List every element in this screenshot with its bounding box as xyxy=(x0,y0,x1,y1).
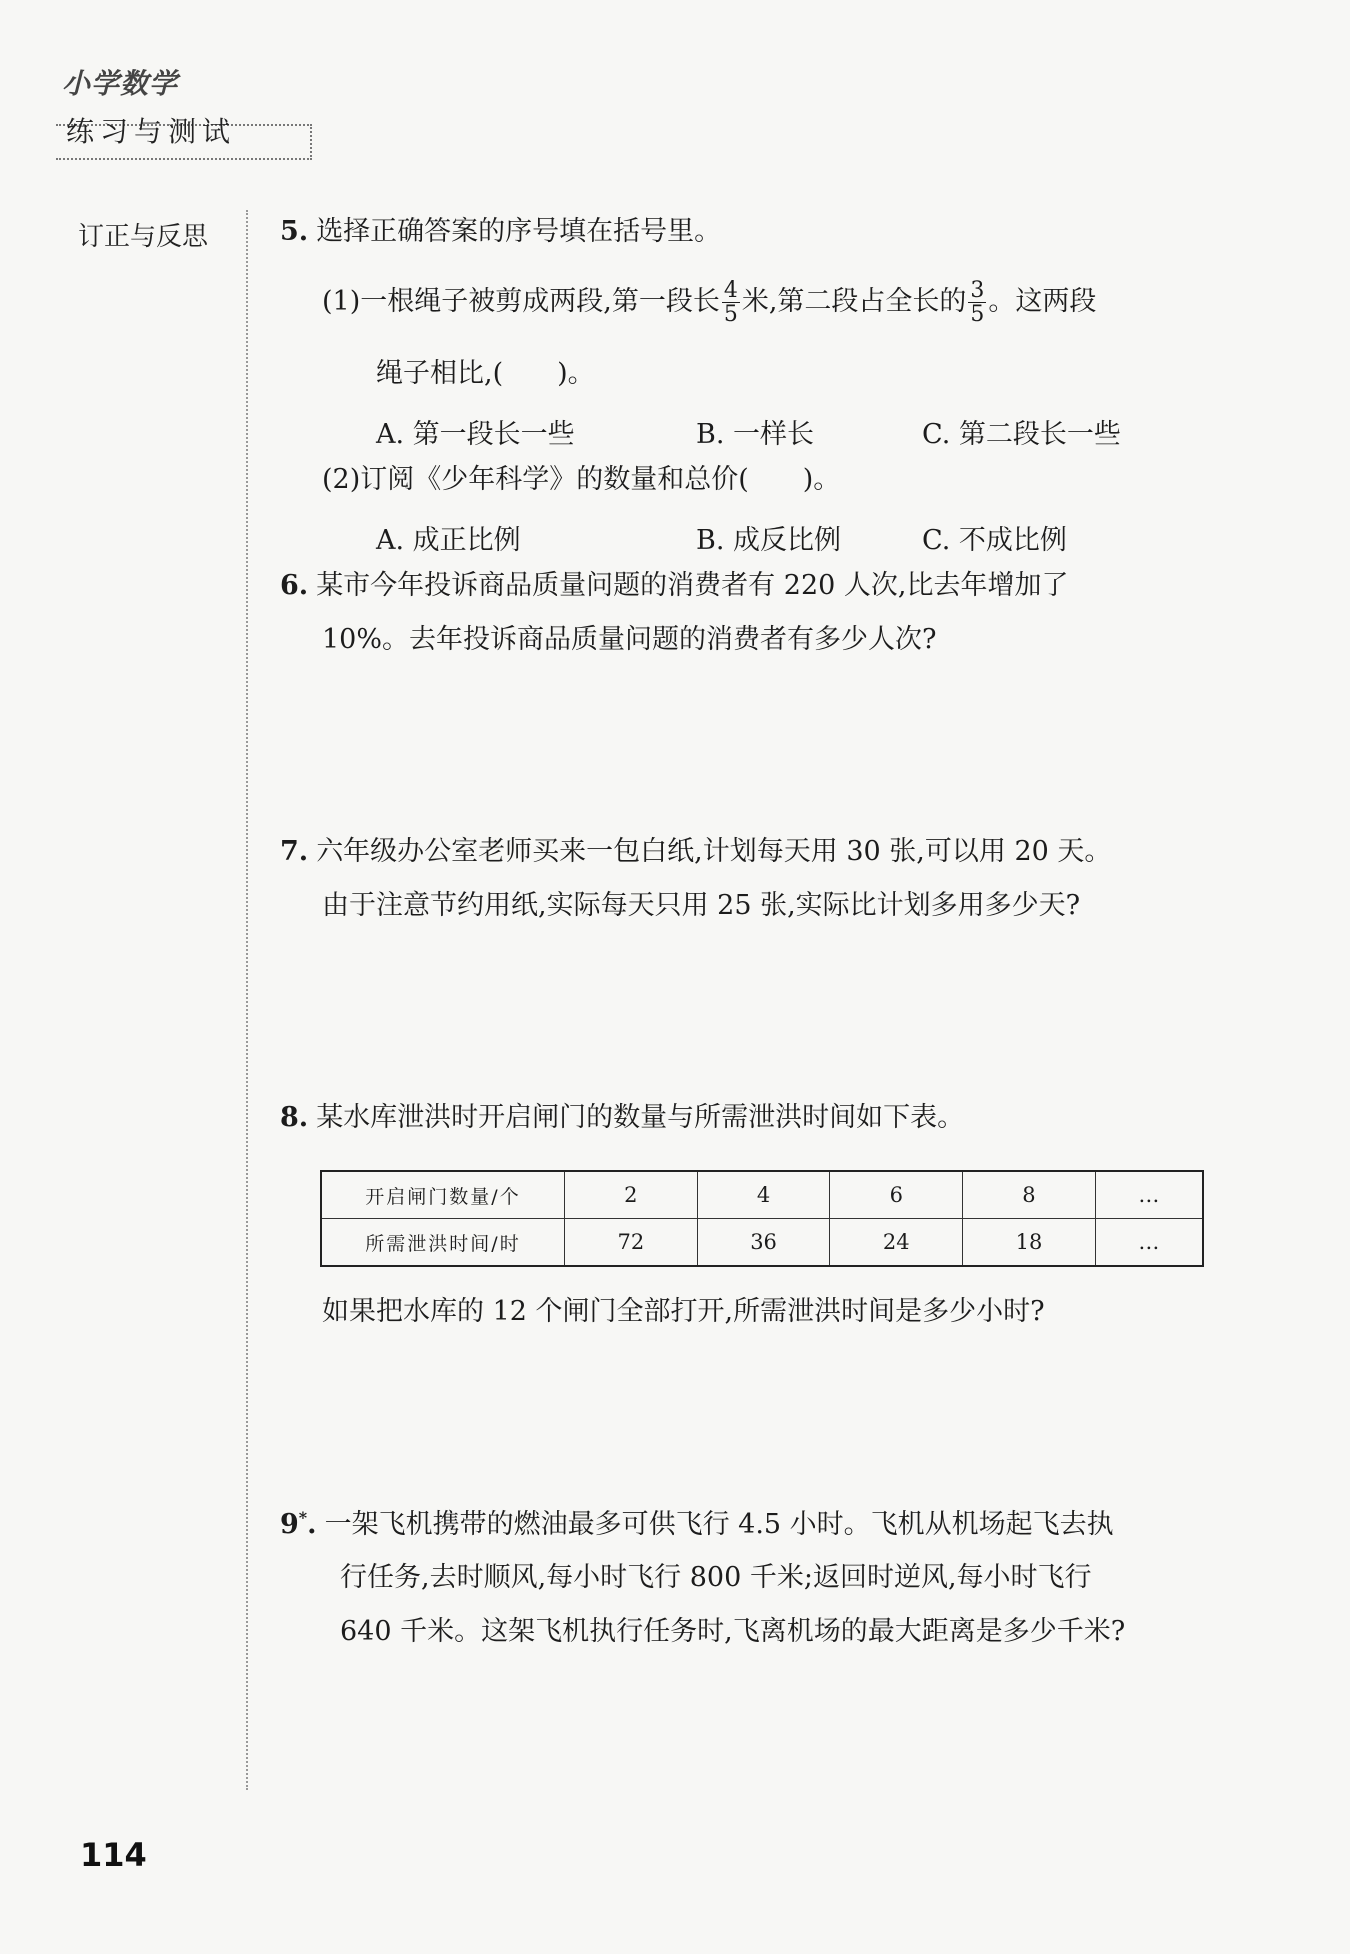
fraction-denominator: 5 xyxy=(970,302,985,327)
table-cell: 36 xyxy=(697,1219,830,1267)
question-6-line-2: 10%。去年投诉商品质量问题的消费者有多少人次? xyxy=(322,624,937,655)
fraction-denominator: 5 xyxy=(723,302,738,327)
question-number-digit: 9 xyxy=(280,1509,299,1540)
question-number xyxy=(280,1509,317,1540)
question-7-line-2: 由于注意节约用纸,实际每天只用 25 张,实际比计划多用多少天? xyxy=(322,890,1081,921)
book-title: 练习与测试 xyxy=(66,115,237,148)
fraction-three-fifths xyxy=(968,279,986,326)
question-9 xyxy=(280,1510,1114,1538)
question-number-dot: . xyxy=(307,1509,317,1540)
question-line-1: 六年级办公室老师买来一包白纸,计划每天用 30 张,可以用 20 天。 xyxy=(316,836,1112,867)
fraction-four-fifths xyxy=(722,279,740,326)
question-8-question: 如果把水库的 12 个闸门全部打开,所需泄洪时间是多少小时? xyxy=(322,1296,1045,1327)
fraction-numerator: 3 xyxy=(970,277,985,303)
option-a: A. 第一段长一些 xyxy=(376,419,575,450)
question-8 xyxy=(280,1104,964,1131)
series-title: 小学数学 xyxy=(62,67,179,100)
question-5-part-2: (2)订阅《少年科学》的数量和总价( )。 xyxy=(322,464,841,495)
challenge-star: * xyxy=(298,1508,308,1527)
question-stem: 某水库泄洪时开启闸门的数量与所需泄洪时间如下表。 xyxy=(316,1102,965,1133)
question-number: 7. xyxy=(280,836,309,867)
option-b: B. 一样长 xyxy=(696,419,815,450)
sluice-table xyxy=(320,1170,1204,1267)
question-5-part-1-line-2: 绳子相比,( )。 xyxy=(376,358,595,389)
question-stem: 选择正确答案的序号填在括号里。 xyxy=(316,216,722,247)
part-text: 。这两段 xyxy=(988,286,1097,317)
question-5-part-1 xyxy=(322,272,1096,332)
option-c: C. 第二段长一些 xyxy=(922,419,1121,450)
table-cell: 2 xyxy=(565,1171,698,1219)
part-text: (1)一根绳子被剪成两段,第一段长 xyxy=(322,286,720,317)
question-line-1: 某市今年投诉商品质量问题的消费者有 220 人次,比去年增加了 xyxy=(316,570,1069,601)
table-cell: … xyxy=(1095,1171,1203,1219)
fraction-numerator: 4 xyxy=(723,277,738,303)
table-cell: 72 xyxy=(565,1219,698,1267)
sidebar-divider xyxy=(246,210,248,1790)
option-a: A. 成正比例 xyxy=(376,525,521,556)
question-9-line-3: 640 千米。这架飞机执行任务时,飞离机场的最大距离是多少千米? xyxy=(340,1616,1126,1647)
question-line-1: 一架飞机携带的燃油最多可供飞行 4.5 小时。飞机从机场起飞去执 xyxy=(324,1509,1114,1540)
part-text: 米,第二段占全长的 xyxy=(741,286,967,317)
question-9-line-2: 行任务,去时顺风,每小时飞行 800 千米;返回时逆风,每小时飞行 xyxy=(340,1562,1092,1593)
table-row xyxy=(321,1171,1203,1219)
table-cell: 8 xyxy=(963,1171,1096,1219)
table-cell: … xyxy=(1095,1219,1203,1267)
option-c: C. 不成比例 xyxy=(922,525,1067,556)
table-cell: 6 xyxy=(830,1171,963,1219)
option-b: B. 成反比例 xyxy=(696,525,842,556)
page-number: 114 xyxy=(80,1836,147,1874)
table-cell: 4 xyxy=(697,1171,830,1219)
question-6 xyxy=(280,572,1068,599)
table-row xyxy=(321,1219,1203,1267)
question-number: 5. xyxy=(280,216,309,247)
sidebar-label: 订正与反思 xyxy=(78,222,209,252)
question-5 xyxy=(280,218,721,245)
question-number: 8. xyxy=(280,1102,309,1133)
row-header: 所需泄洪时间/时 xyxy=(321,1219,565,1267)
question-number: 6. xyxy=(280,570,309,601)
table-cell: 18 xyxy=(963,1219,1096,1267)
table-cell: 24 xyxy=(830,1219,963,1267)
question-7 xyxy=(280,838,1111,865)
row-header: 开启闸门数量/个 xyxy=(321,1171,565,1219)
